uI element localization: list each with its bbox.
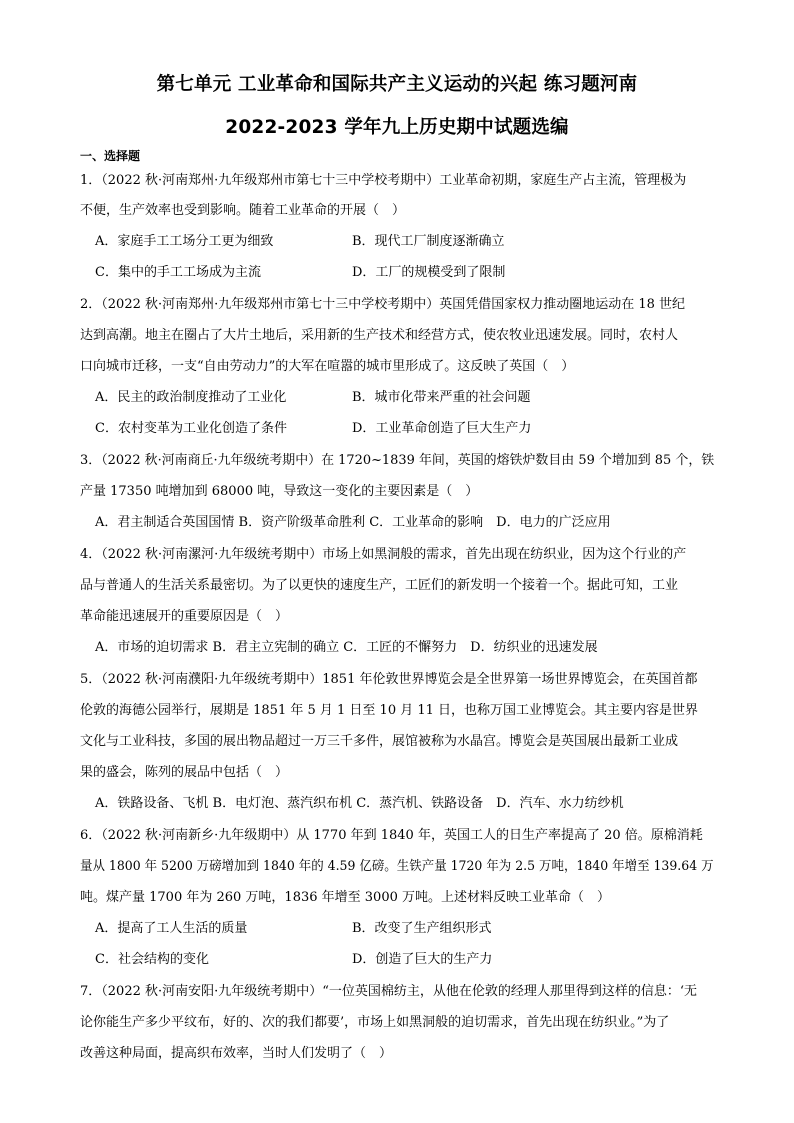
option-a: A．民主的政治制度推动了工业化 [95, 390, 287, 405]
question-text-line: 量从 1800 年 5200 万磅增加到 1840 年的 4.59 亿磅。生铁产量 1720 年为 2.5 万吨，1840 年增至 139.64 万 [80, 859, 714, 874]
question-text-line: 不便，生产效率也受到影响。随着工业革命的开展（ ） [80, 203, 406, 218]
question-text-line: 6．（2022 秋·河南新乡·九年级期中）从 1770 年到 1840 年，英国工人的日生产率提高了 20 倍。原棉消耗 [80, 828, 703, 843]
question-text-line: 2．（2022 秋·河南郑州·九年级郑州市第七十三中学校考期中）英国凭借国家权力推动圈地运动在 18 世纪 [80, 297, 686, 312]
question-text-line: 5．（2022 秋·河南濮阳·九年级统考期中）1851 年伦敦世界博览会是全世界第一场世界博览会，在英国首都 [80, 672, 698, 687]
option-a: A．提高了工人生活的质量 [95, 921, 248, 936]
question-text-line: 4．（2022 秋·河南漯河·九年级统考期中）市场上如黑洞般的需求，首先出现在纺织业，因为这个行业的产 [80, 547, 687, 562]
question-text-line: 吨。煤产量 1700 年为 260 万吨，1836 年增至 3000 万吨。上述材料反映工业革命（ ） [80, 890, 610, 905]
option-c: C．农村变革为工业化创造了条件 [95, 421, 287, 436]
option-c: C．社会结构的变化 [95, 952, 209, 967]
options-line: A．市场的迫切需求 B．君主立宪制的确立 C．工匠的不懈努力 D．纺织业的迅速发展 [95, 640, 598, 655]
question-text-line: 文化与工业科技，多国的展出物品超过一万三千多件，展馆被称为水晶宫。博览会是英国展出最新工业成 [80, 734, 679, 749]
question-text-line: 达到高潮。地主在圈占了大片土地后，采用新的生产技术和经营方式，使农牧业迅速发展。同时，农村人 [80, 328, 679, 343]
question-text-line: 1．（2022 秋·河南郑州·九年级郑州市第七十三中学校考期中）工业革命初期，家庭生产占主流，管理极为 [80, 173, 687, 188]
option-d: D．工厂的规模受到了限制 [352, 265, 506, 280]
question-text-line: 7．（2022 秋·河南安阳·九年级统考期中）“一位英国棉纺主，从他在伦敦的经理人那里得到这样的信息：‘无 [80, 984, 698, 999]
options-line: A．铁路设备、飞机 B．电灯泡、蒸汽织布机 C．蒸汽机、铁路设备 D．汽车、水力纺纱机 [95, 796, 624, 811]
option-a: A．家庭手工工场分工更为细致 [95, 234, 274, 249]
option-b: B．城市化带来严重的社会问题 [352, 390, 531, 405]
document-title-line1: 第七单元 工业革命和国际共产主义运动的兴起 练习题河南 [156, 74, 638, 95]
question-text-line: 伦敦的海德公园举行，展期是 1851 年 5 月 1 日至 10 月 11 日，也称万国工业博览会。其主要内容是世界 [80, 703, 699, 718]
document-title-line2: 2022-2023 学年九上历史期中试题选编 [225, 117, 569, 138]
options-line: A．君主制适合英国国情 B．资产阶级革命胜利 C．工业革命的影响 D．电力的广泛应用 [95, 515, 611, 530]
option-d: D．工业革命创造了巨大生产力 [352, 421, 532, 436]
question-text-line: 论你能生产多少平纹布，好的、次的我们都要’，市场上如黑洞般的迫切需求，首先出现在纺织业。”为了 [80, 1015, 670, 1030]
question-text-line: 品与普通人的生活关系最密切。为了以更快的速度生产，工匠们的新发明一个接着一个。据此可知，工业 [80, 578, 679, 593]
option-b: B．现代工厂制度逐渐确立 [352, 234, 505, 249]
question-text-line: 3．（2022 秋·河南商丘·九年级统考期中）在 1720~1839 年间，英国的熔铁炉数目由 59 个增加到 85 个，铁 [80, 453, 715, 468]
question-text-line: 改善这种局面，提高织布效率，当时人们发明了（ ） [80, 1046, 393, 1061]
question-text-line: 革命能迅速展开的重要原因是（ ） [80, 609, 289, 624]
option-d: D．创造了巨大的生产力 [352, 952, 493, 967]
section-heading: 一、选择题 [80, 149, 141, 163]
question-text-line: 口向城市迁移，一支“自由劳动力”的大军在喧嚣的城市里形成了。这反映了英国（ ） [80, 359, 575, 374]
question-text-line: 产量 17350 吨增加到 68000 吨，导致这一变化的主要因素是（ ） [80, 484, 479, 499]
option-c: C．集中的手工工场成为主流 [95, 265, 261, 280]
question-text-line: 果的盛会，陈列的展品中包括（ ） [80, 765, 289, 780]
option-b: B．改变了生产组织形式 [352, 921, 492, 936]
